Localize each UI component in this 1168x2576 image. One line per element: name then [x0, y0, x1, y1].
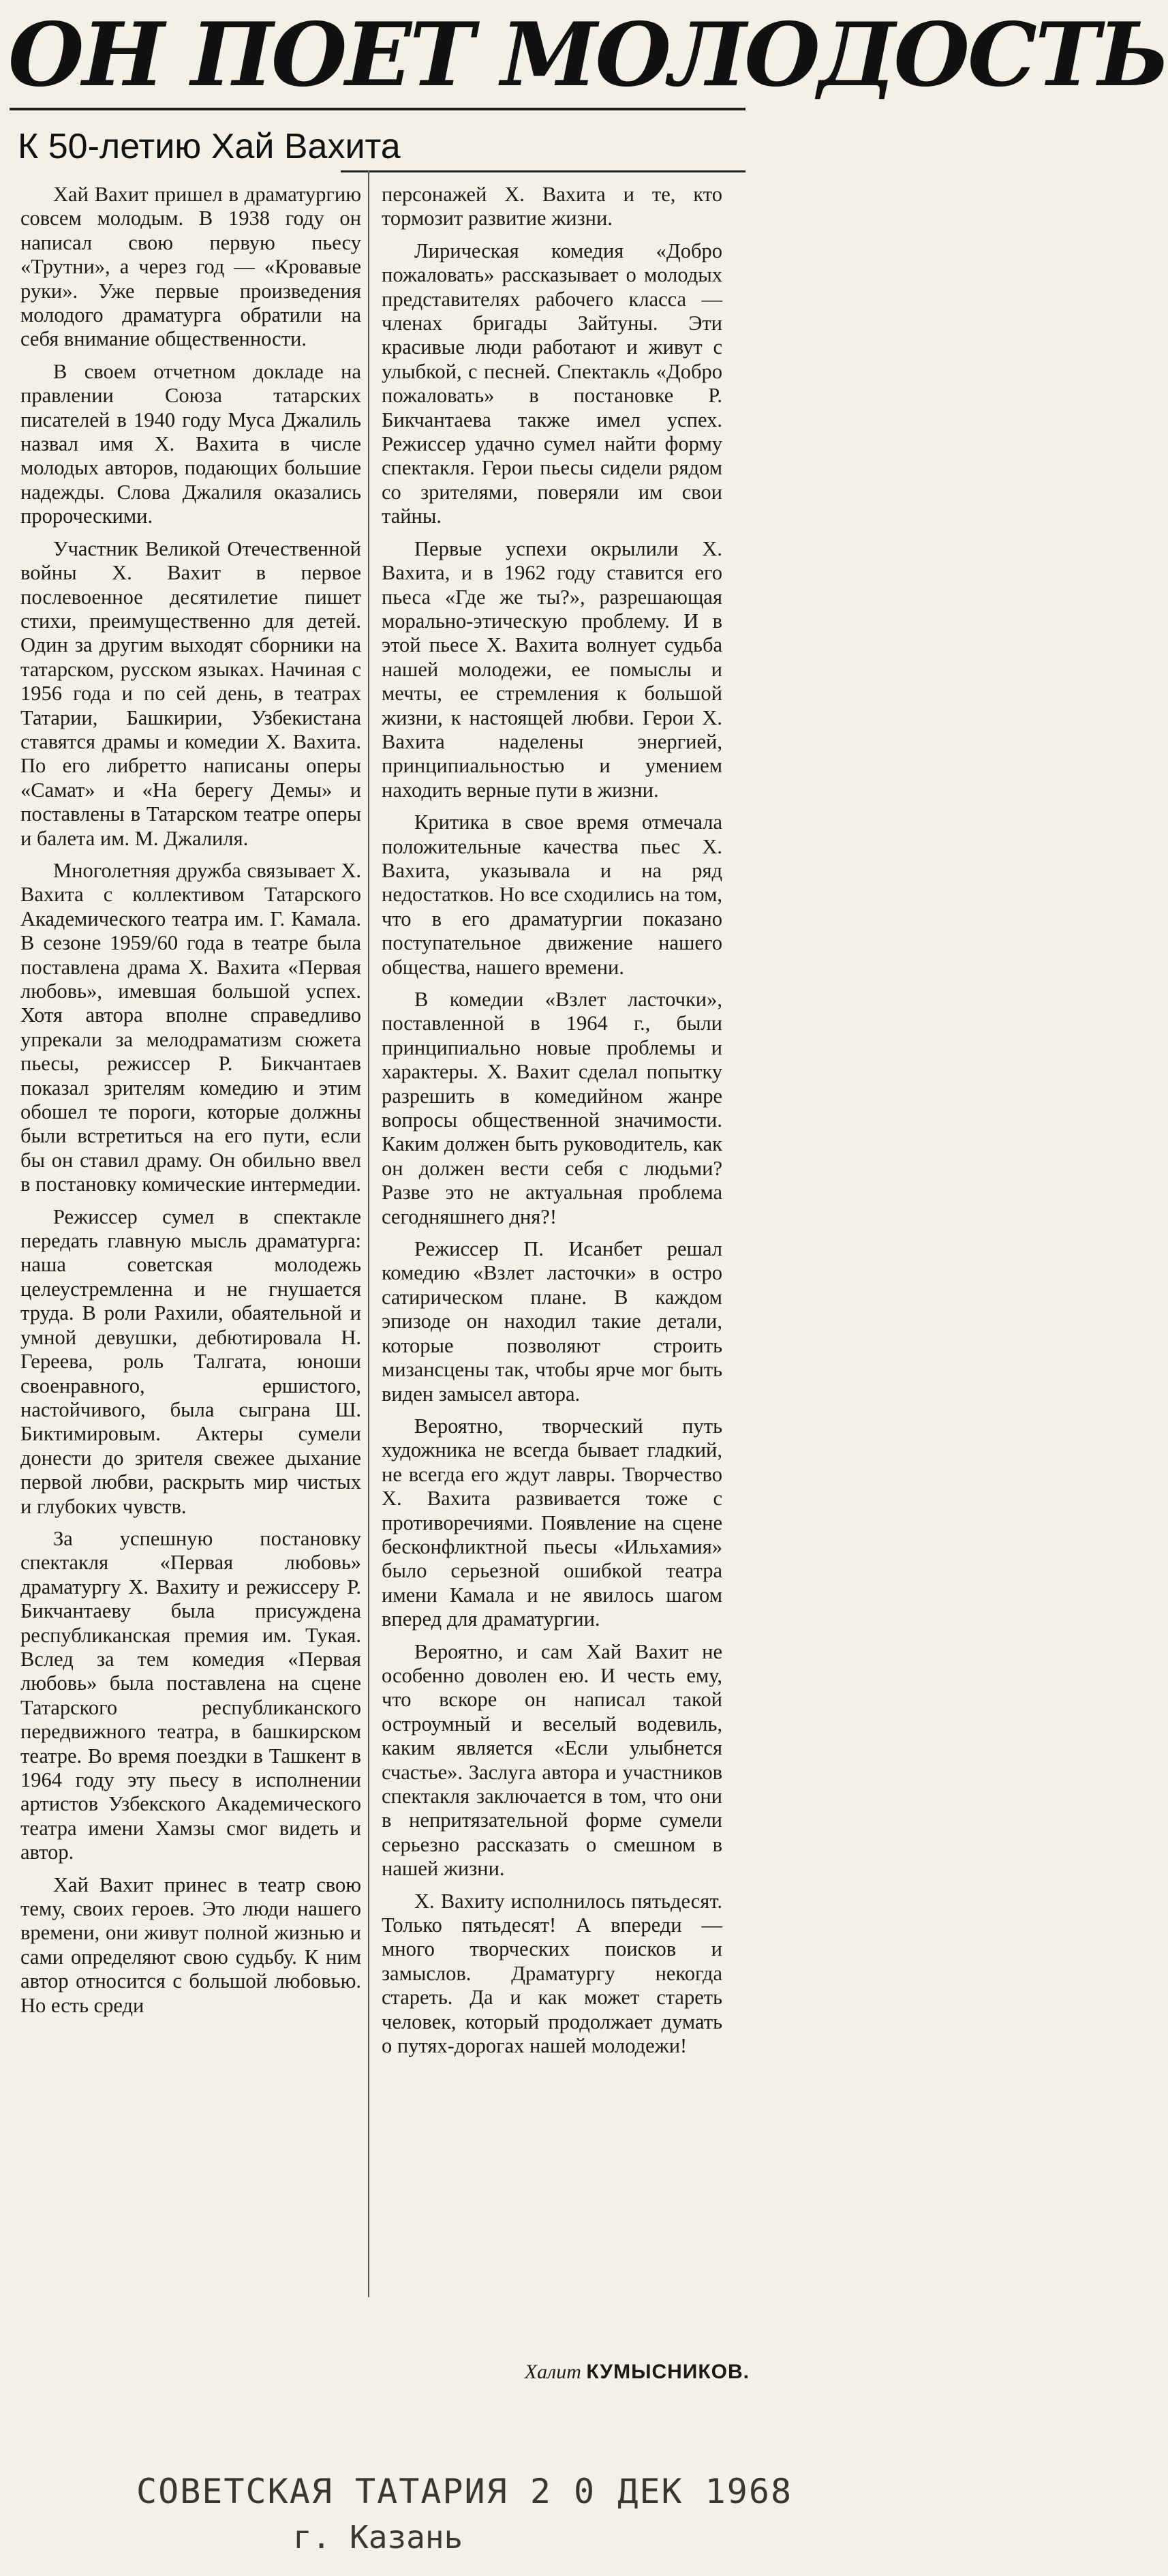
paragraph: Х. Вахиту исполнилось пятьдесят. Только пятьдесят! А впереди — много творческих поисков и замыслов. Драматургу некогда стареть. Да и как может стареть человек, который продолжает думать о путях-дорогах нашей молодежи!: [382, 1889, 722, 2058]
paragraph: Первые успехи окрылили Х. Вахита, и в 1962 году ставится его пьеса «Где же ты?», разрешающая морально-этическую проблему. И в этой пьесе Х. Вахита волнует судьба нашей молодежи, ее помыслы и мечты, ее стремления к большой жизни, к настоящей любви. Герои Х. Вахита наделены энергией, принципиальностью и умением находить верные пути в жизни.: [382, 536, 722, 802]
column-divider: [368, 170, 369, 2297]
paragraph: Хай Вахит принес в театр свою тему, своих героев. Это люди нашего времени, они живут полной жизнью и сами определяют свою судьбу. К ним автор относится с большой любовью. Но есть среди: [20, 1873, 361, 2017]
left-column: [20, 183, 361, 2228]
paragraph: За успешную постановку спектакля «Первая любовь» драматургу Х. Вахиту и режиссеру Р. Бикчантаеву была присуждена республиканская премия им. Тукая. Вслед за тем комедия «Первая любовь» была поставлена на сцене Татарского республиканского передвижного театра, в башкирском театре. Во время поездки в Ташкент в 1964 году эту пьесу в исполнении артистов Узбекского Академического театра имени Хамзы смог видеть и автор.: [20, 1526, 361, 1864]
paragraph: Хай Вахит пришел в драматургию совсем молодым. В 1938 году он написал свою первую пьесу «Трутни», а через год — «Кровавые руки». Уже первые произведения молодого драматурга обратили на себя внимание общественности.: [20, 183, 361, 351]
author-signature: [477, 2357, 750, 2387]
paragraph: В своем отчетном докладе на правлении Союза татарских писателей в 1940 году Муса Джалиль назвал имя Х. Вахита в числе молодых авторов, подающих большие надежды. Слова Джалиля оказались пророческими.: [20, 359, 361, 528]
subheadline: К 50-летию Хай Вахита: [18, 127, 401, 166]
subheadline-rule: [341, 170, 746, 172]
paragraph: Лирическая комедия «Добро пожаловать» рассказывает о молодых представителях рабочего класса — членах бригады Зайтуны. Эти красивые люди работают и живут с улыбкой, с песней. Спектакль «Добро пожаловать» в постановке Р. Бикчантаева также имел успех. Режиссер удачно сумел найти форму спектакля. Герои пьесы сидели рядом со зрителями, поверяли им свои тайны.: [382, 239, 722, 528]
archive-stamp: [136, 2468, 793, 2563]
paragraph: Режиссер сумел в спектакле передать главную мысль драматурга: наша советская молодежь целеустремленна и не гнушается труда. В роли Рахили, обаятельной и умной девушки, дебютировала Н. Гереева, роль Талгата, юноши своенравного, ершистого, настойчивого, была сыграна Ш. Биктимировым. Актеры сумели донести до зрителя свежее дыхание первой любви, раскрыть мир чистых и глубоких чувств.: [20, 1204, 361, 1518]
paragraph: Критика в свое время отмечала положительные качества пьес Х. Вахита, указывала и на ряд недостатков. Но все сходились на том, что в его драматургии показано поступательное движение нашего общества, нашего времени.: [382, 810, 722, 979]
paragraph: Вероятно, творческий путь художника не всегда бывает гладкий, не всегда его ждут лавры. Творчество Х. Вахита развивается тоже с противоречиями. Появление на сцене бесконфликтной пьесы «Ильхамия» было серьезной ошибкой театра имени Камала и не явилось шагом вперед для драматургии.: [382, 1414, 722, 1631]
paragraph: Вероятно, и сам Хай Вахит не особенно доволен ею. И честь ему, что вскоре он написал такой остроумный и веселый водевиль, каким является «Если улыбнется счастье». Заслуга автора и участников спектакля заключается в том, что они в непритязательной форме сумели серьезно рассказать о смешном в нашей жизни.: [382, 1639, 722, 1881]
author-last-name: КУМЫСНИКОВ.: [586, 2361, 750, 2383]
headline: ОН ПОЕТ МОЛОДОСТЬ: [8, 4, 1168, 106]
stamp-source-date: СОВЕТСКАЯ ТАТАРИЯ 2 0 ДЕК 1968: [136, 2472, 793, 2511]
author-first-name: Халит: [524, 2361, 581, 2383]
paragraph: В комедии «Взлет ласточки», поставленной в 1964 г., были принципиально новые проблемы и характеры. Х. Вахит сделал попытку разрешить в комедийном жанре вопросы общественной значимости. Каким должен быть руководитель, как он должен вести себя с людьми? Разве это не актуальная проблема сегодняшнего дня?!: [382, 988, 722, 1228]
headline-rule: [10, 108, 746, 110]
paragraph: Режиссер П. Исанбет решал комедию «Взлет ласточки» в остро сатирическом плане. В каждом эпизоде он находил такие детали, которые позволяют строить мизансцены так, чтобы ярче мог быть виден замысел автора.: [382, 1237, 722, 1406]
paragraph: Участник Великой Отечественной войны Х. Вахит в первое послевоенное десятилетие пишет стихи, преимущественно для детей. Один за другим выходят сборники на татарском, русском языках. Начиная с 1956 года и по сей день, в театрах Татарии, Башкирии, Узбекистана ставятся драмы и комедии Х. Вахита. По его либретто написаны оперы «Самат» и «На берегу Демы» и поставлены в Татарском театре оперы и балета им. М. Джалиля.: [20, 536, 361, 850]
stamp-city: г. Казань: [293, 2519, 463, 2556]
paragraph: Многолетняя дружба связывает Х. Вахита с коллективом Татарского Академического театра им. Г. Камала. В сезоне 1959/60 года в театре была поставлена драма Х. Вахита «Первая любовь», имевшая большой успех. Хотя автора вполне справедливо упрекали за мелодраматизм сюжета пьесы, режиссер Р. Бикчантаев показал зрителям комедию и этим обошел те пороги, которые должны были встретиться на его пути, если бы он ставил драму. Он обильно ввел в постановку комические интермедии.: [20, 858, 361, 1196]
paragraph-continuation: персонажей Х. Вахита и те, кто тормозит развитие жизни.: [382, 183, 722, 230]
right-column: [382, 183, 722, 2228]
